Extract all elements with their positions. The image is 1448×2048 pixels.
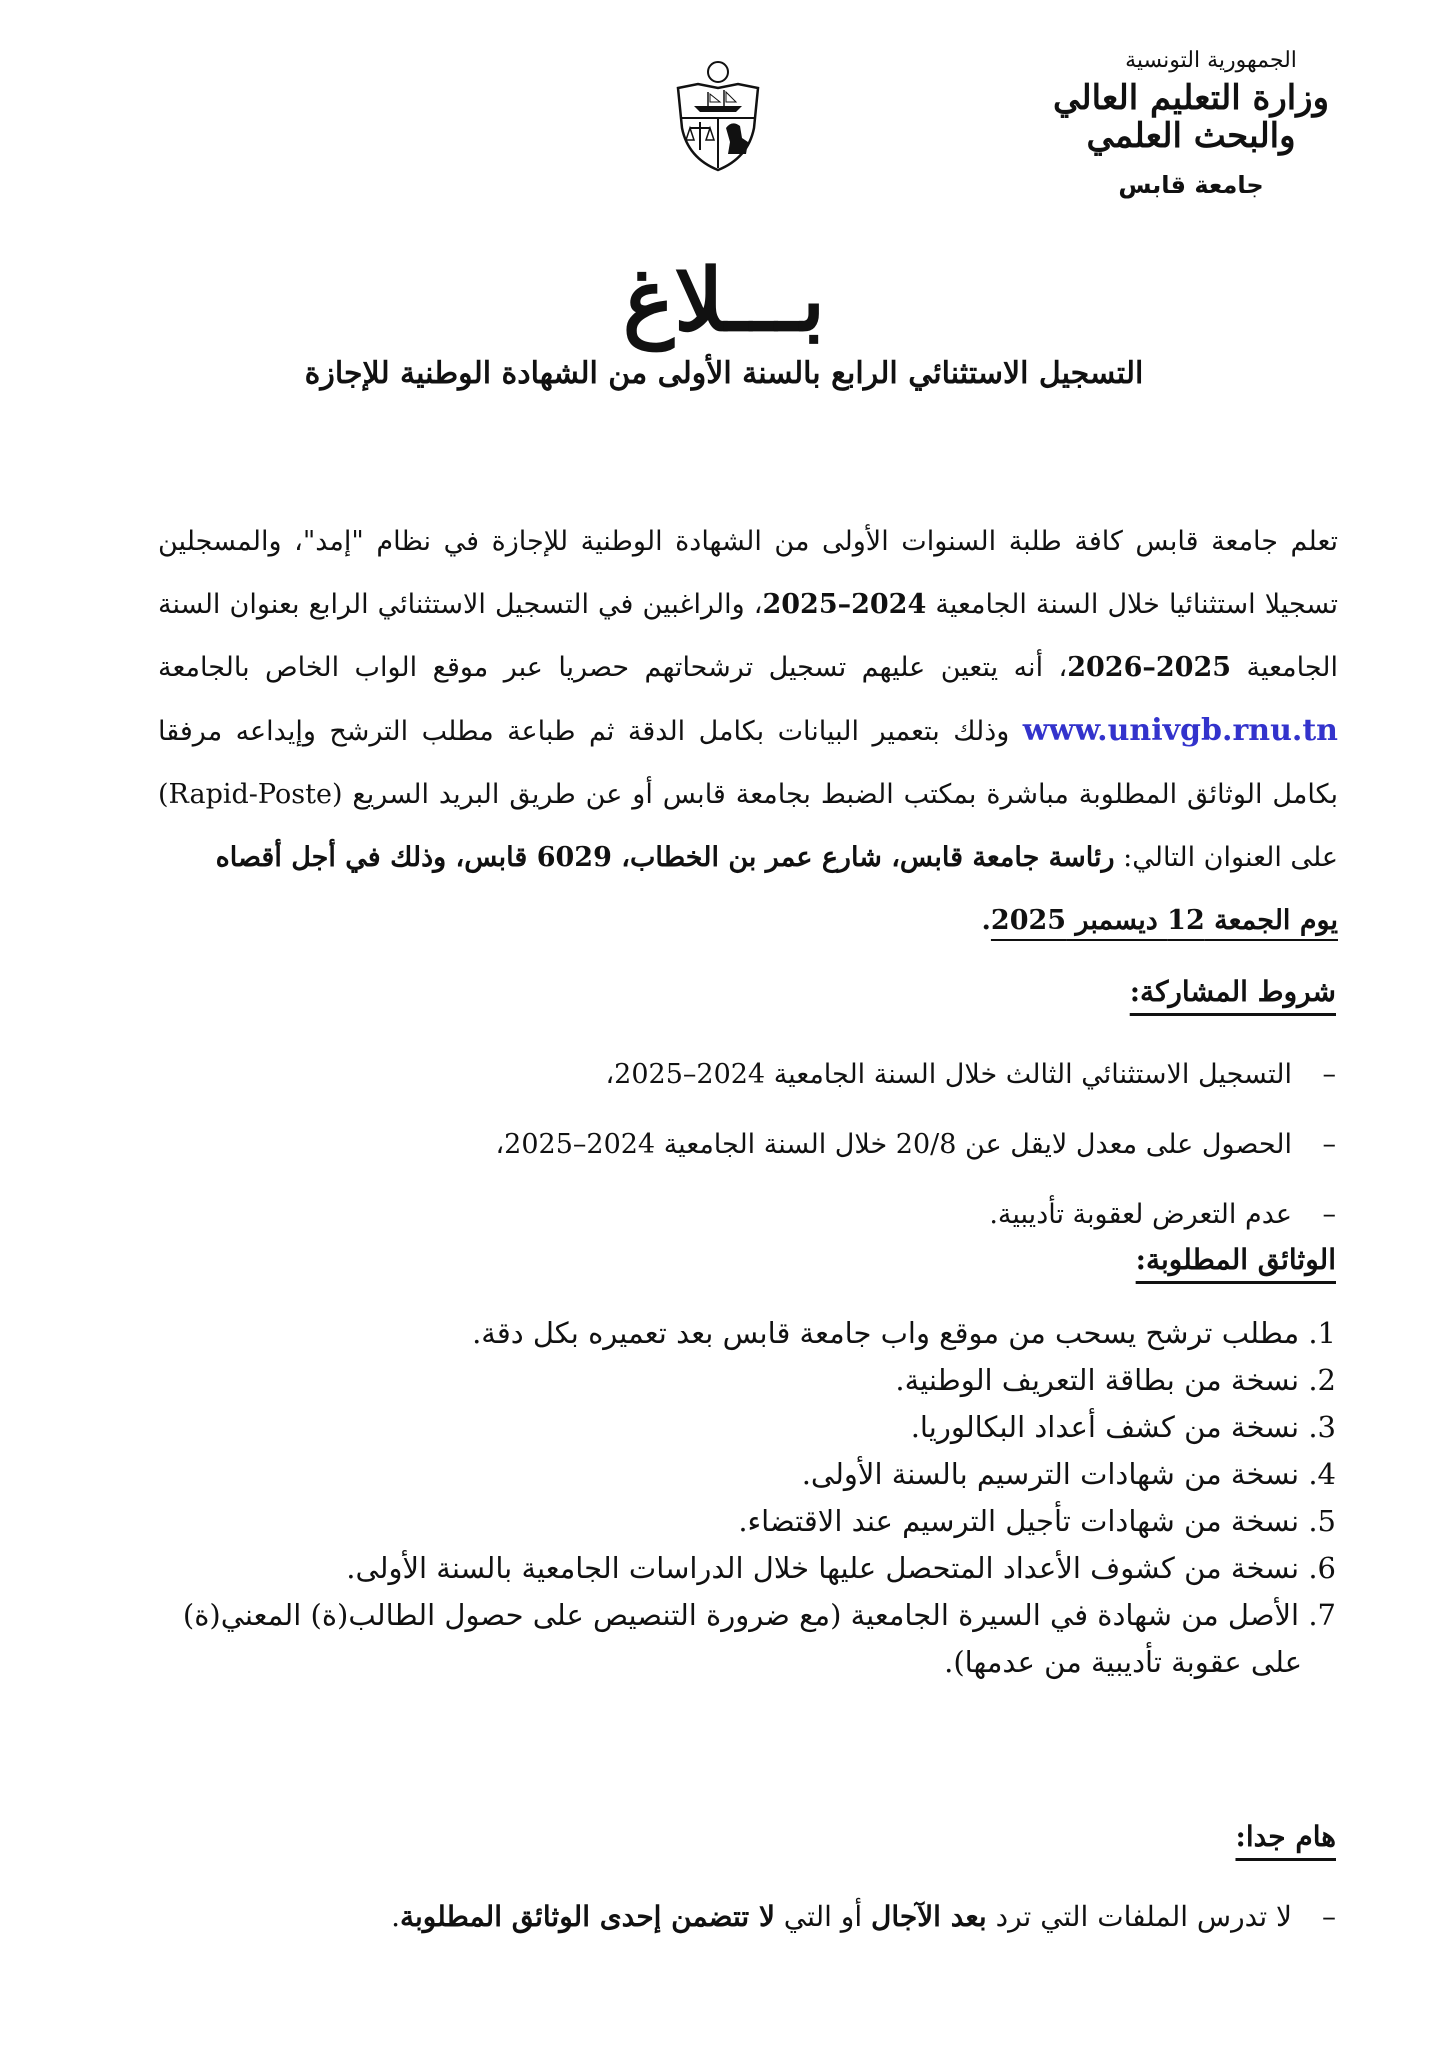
list-item: [186, 1900, 1336, 1933]
important-heading: هام جدا:: [1235, 1820, 1336, 1853]
tunisia-coat-of-arms-icon: [668, 58, 768, 178]
document-text: نسخة من بطاقة التعريف الوطنية.: [895, 1363, 1300, 1397]
body-text-1: تعلم جامعة قابس كافة طلبة السنوات الأولى من الشهادة الوطنية للإجازة في نظام "إمد"، والمسجلين تسجيلا استثنائيا خلال السنة الجامعية: [158, 526, 1338, 620]
academic-year-1: 2024–2025: [762, 589, 927, 620]
mailing-address: رئاسة جامعة قابس، شارع عمر بن الخطاب، 6029 قابس، وذلك في أجل أقصاه: [215, 842, 1115, 873]
list-item: [156, 1310, 1336, 1357]
list-item: [186, 1040, 1336, 1110]
note-text: أو التي: [774, 1900, 872, 1933]
page-subtitle: التسجيل الاستثنائي الرابع بالسنة الأولى من الشهادة الوطنية للإجازة: [304, 356, 1144, 391]
document-text: نسخة من شهادات تأجيل الترسيم عند الاقتضاء.: [738, 1504, 1300, 1538]
item-number: 6.: [1308, 1551, 1336, 1585]
item-number: 2.: [1308, 1363, 1336, 1397]
republic-name: الجمهورية التونسية: [1125, 48, 1297, 73]
item-number: 7.: [1308, 1598, 1336, 1632]
document-text: نسخة من كشوف الأعداد المتحصل عليها خلال الدراسات الجامعية بالسنة الأولى.: [346, 1551, 1300, 1585]
list-item: [156, 1498, 1336, 1545]
list-item: [156, 1357, 1336, 1404]
item-number: 4.: [1308, 1457, 1336, 1491]
list-item: [156, 1404, 1336, 1451]
documents-list: [156, 1310, 1336, 1686]
dash-bullet-icon: –: [1322, 1199, 1336, 1230]
dash-bullet-icon: –: [1322, 1129, 1336, 1160]
note-emphasis: بعد الآجال: [871, 1900, 987, 1933]
important-notes-list: [186, 1900, 1336, 1933]
page-title: بـــلاغ: [622, 250, 826, 351]
condition-text: التسجيل الاستثنائي الثالث خلال السنة الجامعية 2024–2025،: [605, 1059, 1292, 1090]
dash-bullet-icon: –: [1322, 1900, 1336, 1933]
deadline-period: .: [981, 905, 991, 936]
document-text: نسخة من كشف أعداد البكالوريا.: [910, 1410, 1300, 1444]
list-item: [156, 1592, 1336, 1686]
body-text-4: وذلك بتعمير البيانات بكامل الدقة ثم طباعة مطلب الترشح وإيداعه مرفقا بكامل الوثائق المطلوبة مباشرة بمكتب الضبط بجامعة قابس أو عن طريق البريد السريع (Rapid-Poste) على العنوان التالي:: [158, 716, 1338, 873]
ministry-name-line2: والبحث العلمي: [1086, 116, 1296, 156]
document-text: مطلب ترشح يسحب من موقع واب جامعة قابس بعد تعميره بكل دقة.: [472, 1316, 1300, 1350]
condition-text: عدم التعرض لعقوبة تأديبية.: [989, 1199, 1292, 1230]
note-text: لا تدرس الملفات التي ترد: [986, 1900, 1292, 1933]
conditions-list: [186, 1040, 1336, 1250]
list-item: [156, 1451, 1336, 1498]
university-website-link[interactable]: www.univgb.rnu.tn: [1022, 713, 1338, 748]
item-number: 5.: [1308, 1504, 1336, 1538]
document-text: نسخة من شهادات الترسيم بالسنة الأولى.: [801, 1457, 1300, 1491]
condition-text: الحصول على معدل لايقل عن 20/8 خلال السنة الجامعية 2024–2025،: [495, 1129, 1292, 1160]
item-number: 1.: [1308, 1316, 1336, 1350]
note-text: .: [391, 1900, 400, 1933]
note-emphasis: لا تتضمن إحدى الوثائق المطلوبة: [399, 1900, 775, 1933]
announcement-body: [158, 510, 1338, 952]
letterhead: [1026, 48, 1356, 199]
ministry-name-line1: وزارة التعليم العالي: [1052, 78, 1330, 118]
documents-heading: الوثائق المطلوبة:: [1135, 1243, 1336, 1276]
academic-year-2: 2025–2026: [1067, 652, 1232, 683]
body-text-3: ، أنه يتعين عليهم تسجيل ترشحاتهم حصريا عبر موقع الواب الخاص بالجامعة: [158, 652, 1068, 683]
item-number: 3.: [1308, 1410, 1336, 1444]
list-item: [156, 1545, 1336, 1592]
conditions-heading: شروط المشاركة:: [1129, 975, 1336, 1008]
document-text-continued: على عقوبة تأديبية من عدمها).: [944, 1645, 1302, 1679]
deadline-date: يوم الجمعة 12 ديسمبر 2025: [990, 905, 1338, 936]
document-text: الأصل من شهادة في السيرة الجامعية (مع ضرورة التنصيص على حصول الطالب(ة) المعني(ة): [182, 1598, 1300, 1632]
dash-bullet-icon: –: [1322, 1059, 1336, 1090]
university-name: جامعة قابس: [1118, 171, 1264, 199]
list-item: [186, 1180, 1336, 1250]
body-text-2: ، والراغبين في التسجيل الاستثنائي الرابع بعنوان السنة الجامعية: [158, 589, 1338, 683]
list-item: [186, 1110, 1336, 1180]
